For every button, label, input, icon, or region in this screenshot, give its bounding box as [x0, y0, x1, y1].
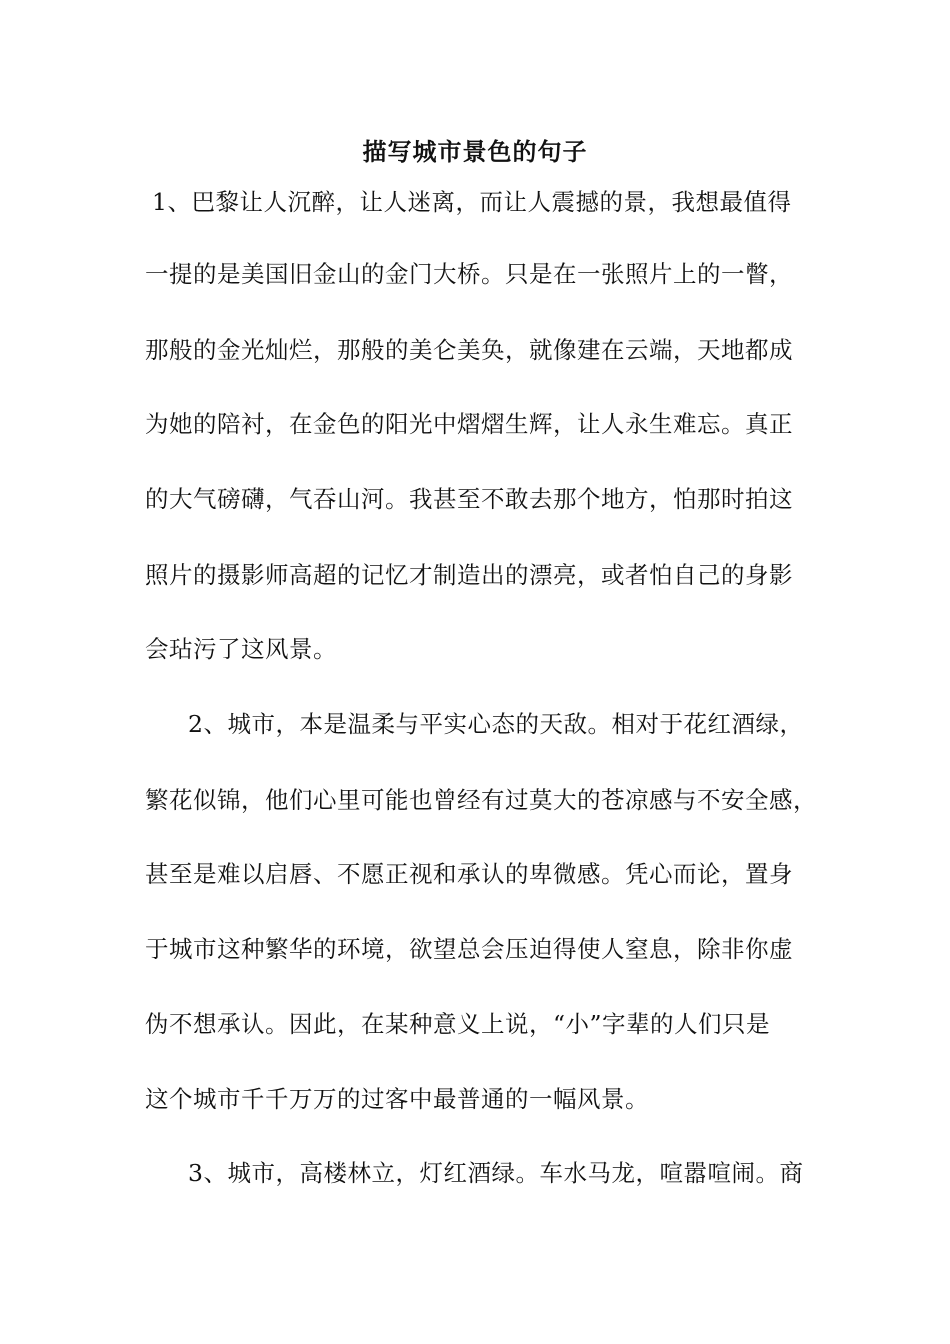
paragraph-1-line-4: 为她的陪衬，在金色的阳光中熠熠生辉，让人永生难忘。真正	[145, 410, 793, 438]
paragraph-2-line-2: 繁花似锦，他们心里可能也曾经有过莫大的苍凉感与不安全感，	[145, 786, 817, 814]
paragraph-1-line-1: 1、巴黎让人沉醉，让人迷离，而让人震撼的景，我想最值得	[152, 188, 792, 216]
paragraph-3-line-1: 3、城市，高楼林立，灯红酒绿。车水马龙，喧嚣喧闹。商	[188, 1159, 804, 1187]
document-title: 描写城市景色的句子	[362, 137, 588, 166]
paragraph-2-line-4: 于城市这种繁华的环境，欲望总会压迫得使人窒息，除非你虚	[145, 935, 793, 963]
paragraph-2-line-3: 甚至是难以启唇、不愿正视和承认的卑微感。凭心而论，置身	[145, 860, 793, 888]
paragraph-2-line-5: 伪不想承认。因此，在某种意义上说，“小”字辈的人们只是	[145, 1010, 771, 1038]
paragraph-1-line-3: 那般的金光灿烂，那般的美仑美奂，就像建在云端，天地都成	[145, 336, 793, 364]
paragraph-1-line-2: 一提的是美国旧金山的金门大桥。只是在一张照片上的一瞥，	[145, 260, 793, 288]
paragraph-1-line-6: 照片的摄影师高超的记忆才制造出的漂亮，或者怕自己的身影	[145, 561, 793, 589]
paragraph-1-line-7: 会玷污了这风景。	[145, 635, 337, 663]
paragraph-2-line-1: 2、城市，本是温柔与平实心态的天敌。相对于花红酒绿，	[188, 710, 804, 738]
paragraph-1-line-5: 的大气磅礴，气吞山河。我甚至不敢去那个地方，怕那时拍这	[145, 485, 793, 513]
paragraph-2-line-6: 这个城市千千万万的过客中最普通的一幅风景。	[145, 1085, 649, 1113]
